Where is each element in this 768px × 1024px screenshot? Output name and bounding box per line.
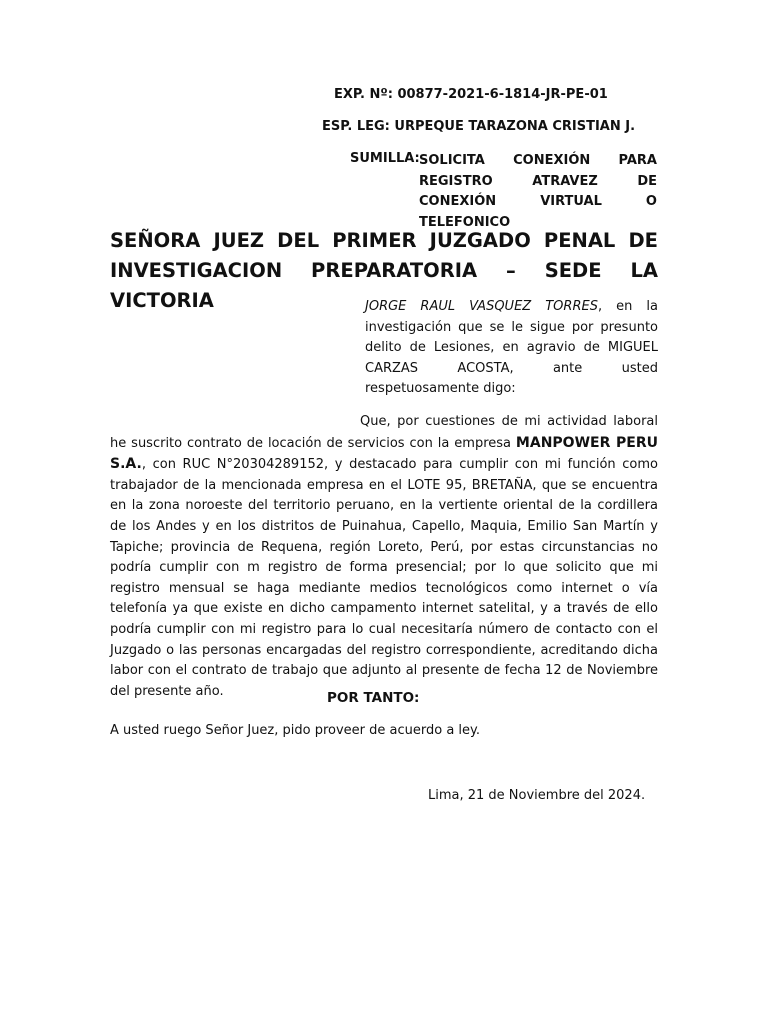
addressee-heading: SEÑORA JUEZ DEL PRIMER JUZGADO PENAL DE INVESTIGACION PREPARATORIA – SEDE LA VICTORIA xyxy=(110,229,658,312)
body-paragraph xyxy=(110,412,658,702)
party-name: JORGE RAUL VASQUEZ TORRES xyxy=(365,299,598,314)
request-line: A usted ruego Señor Juez, pido proveer de acuerdo a ley. xyxy=(110,723,481,738)
sumilla-label: SUMILLA: xyxy=(350,151,420,166)
case-number: EXP. Nº: 00877-2021-6-1814-JR-PE-01 xyxy=(334,87,608,102)
body-text-part1: Que, por cuestiones de mi actividad laboral he suscrito contrato de locación de servicios con la empresa xyxy=(110,414,658,451)
party-intro-text: , en la investigación que se le sigue por presunto delito de Lesiones, en agravio de MIGUEL CARZAS ACOSTA, ante usted respetuosamente digo: xyxy=(365,299,658,397)
body-text-part2: , con RUC N°20304289152, y destacado para cumplir con mi función como trabajador de la mencionada empresa en el LOTE 95, BRETAÑA, que se encuentra en la zona noroeste del territorio peruano, en la vertiente oriental de la cordillera de los Andes y en los distritos de Puinahua, Capello, Maquia, Emilio San Martín y Tapiche; provincia de Requena, región Loreto, Perú, por estas circunstancias no podría cumplir con m registro de forma presencial; por lo que solicito que mi registro mensual se haga mediante medios tecnológicos como internet o vía telefonía ya que existe en dicho campamento internet satelital, y a través de ello podría cumplir con mi registro para lo cual necesitaría número de contacto con el Juzgado o las personas encargadas del registro correspondiente, acreditando dicha labor con el contrato de trabajo que adjunto al presente de fecha 12 de Noviembre del presente año. xyxy=(110,457,658,699)
legal-specialist: ESP. LEG: URPEQUE TARAZONA CRISTIAN J. xyxy=(322,119,636,134)
company-name: MANPOWER PERU S.A. xyxy=(110,434,658,473)
date-line: Lima, 21 de Noviembre del 2024. xyxy=(428,788,646,803)
por-tanto-heading: POR TANTO: xyxy=(327,690,420,706)
party-intro xyxy=(365,297,658,400)
sumilla-text: SOLICITA CONEXIÓN PARA REGISTRO ATRAVEZ DE CONEXIÓN VIRTUAL O TELEFONICO xyxy=(419,153,657,230)
